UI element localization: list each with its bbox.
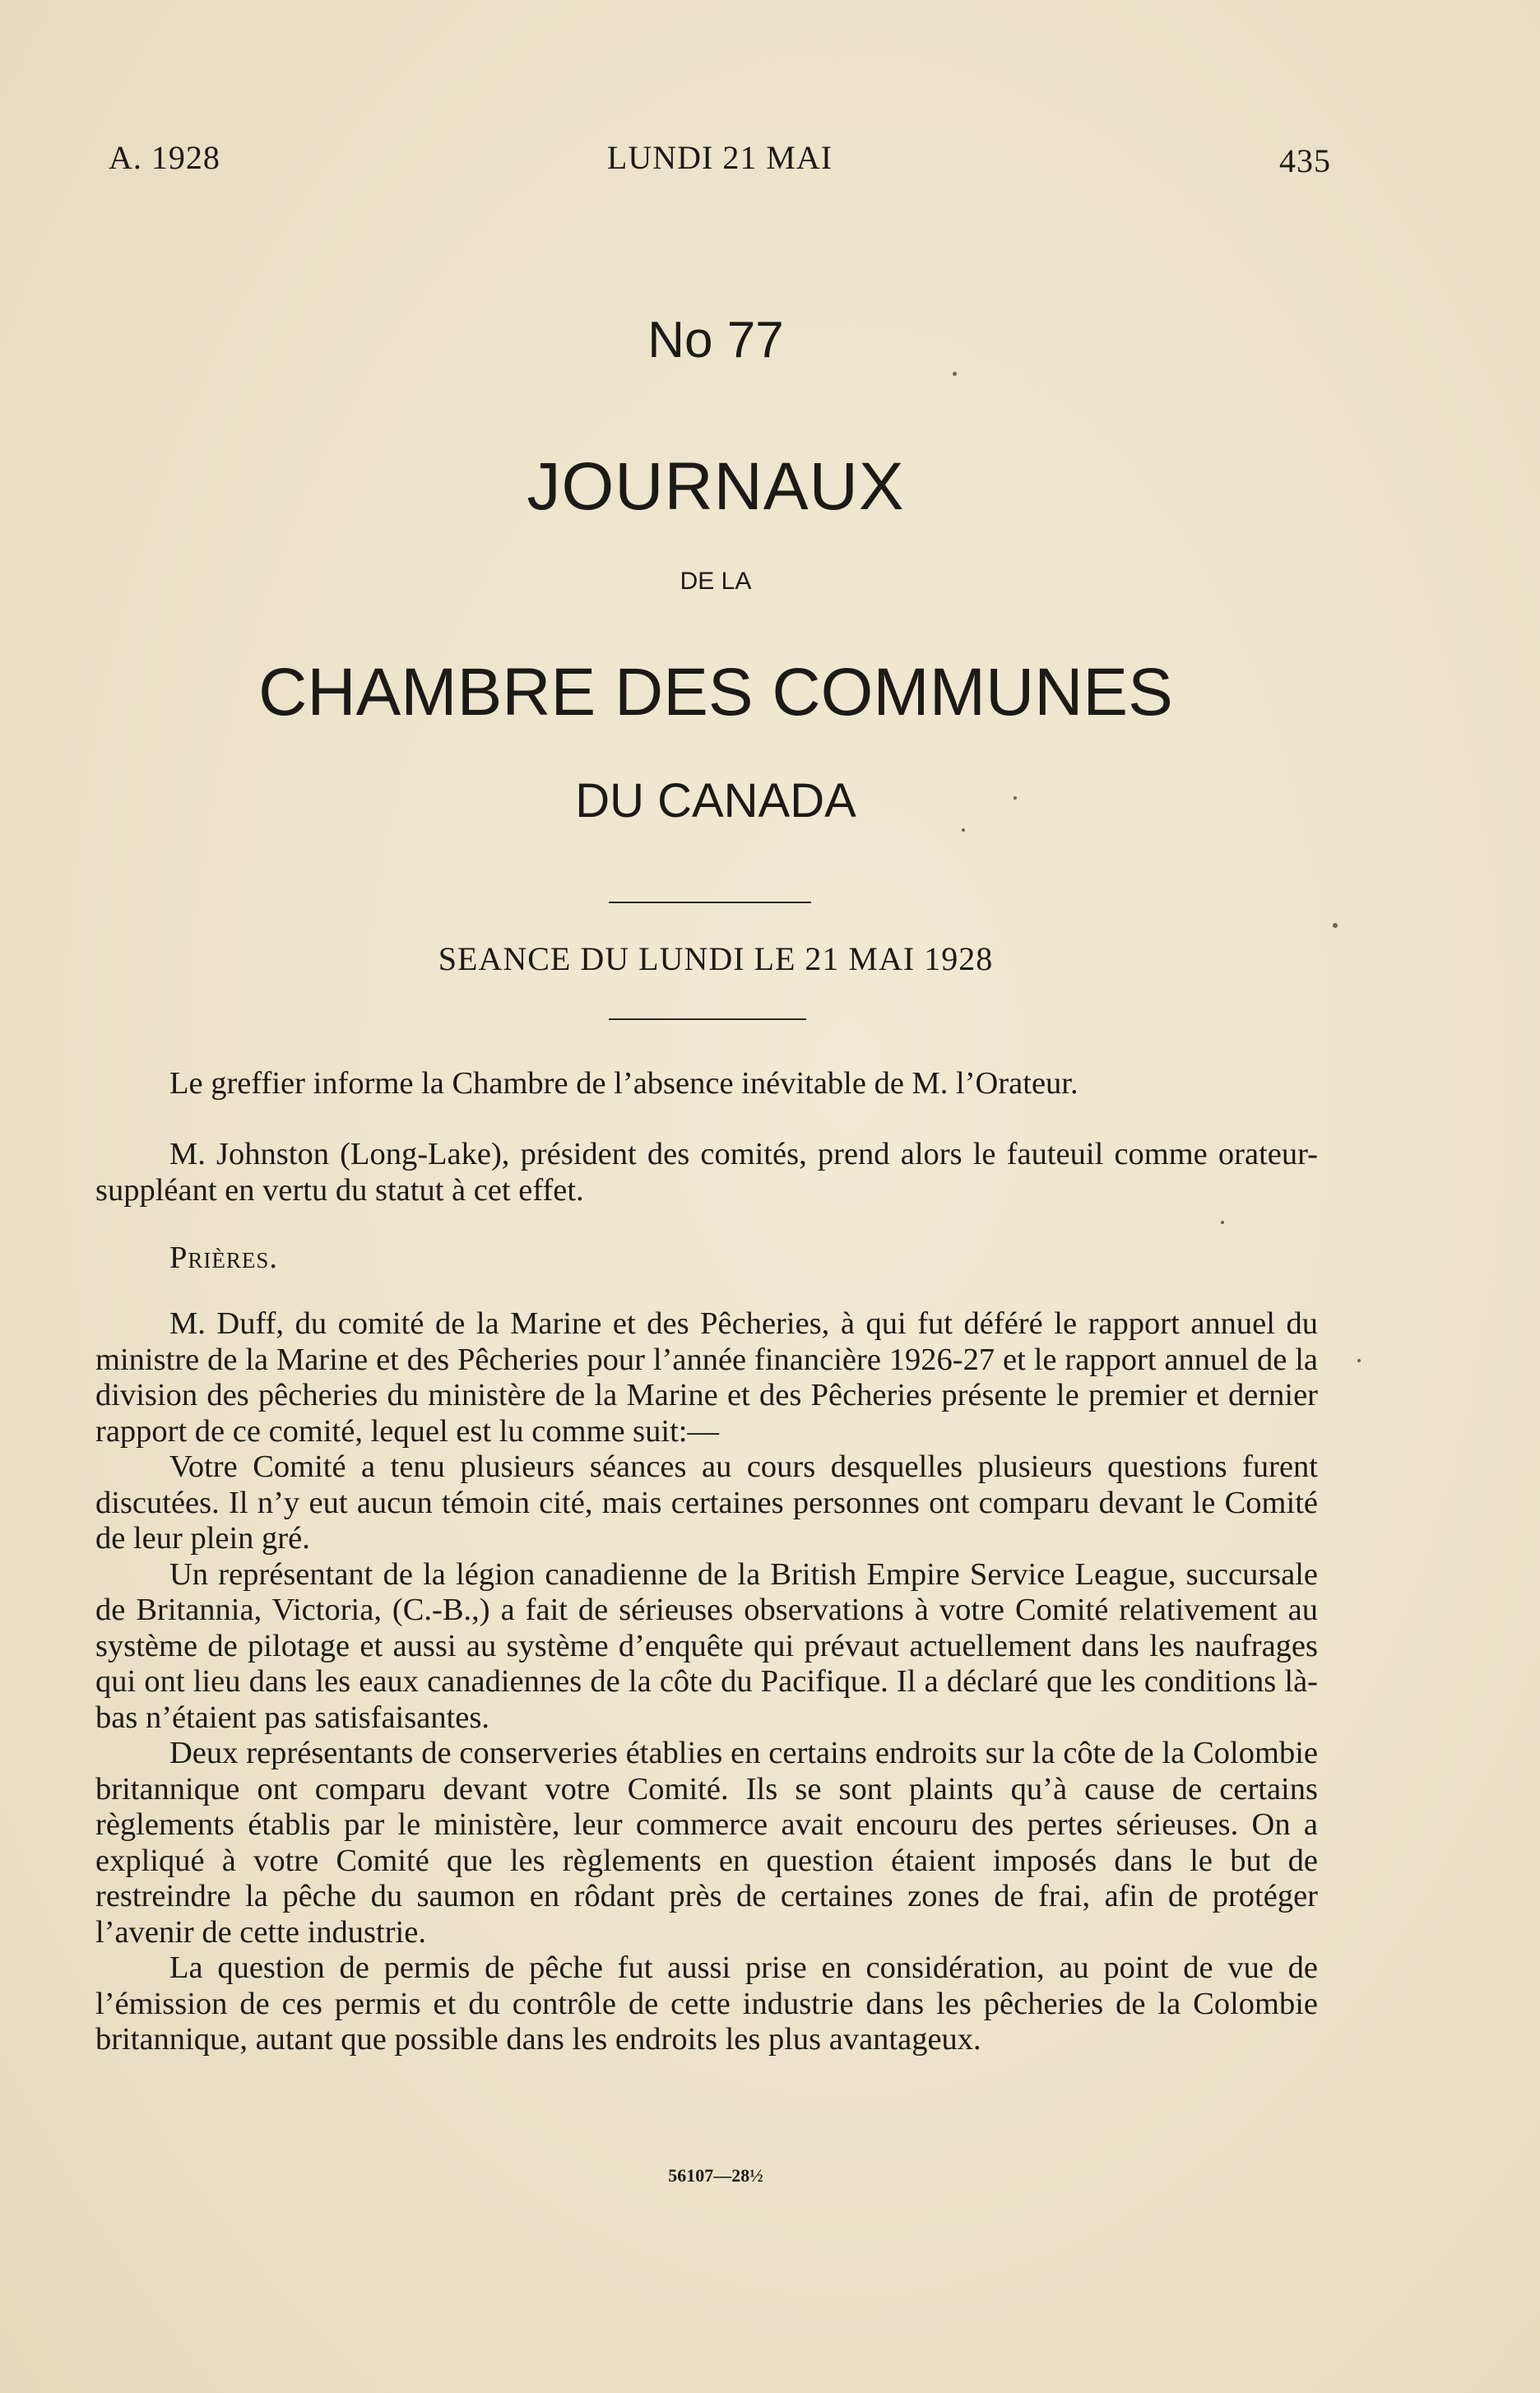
journal-title: JOURNAUX	[526, 449, 905, 524]
report-paragraph: Votre Comité a tenu plusieurs séances au cours desquelles plusieurs questions furent discutées. Il n’y eut aucun témoin cité, mais certaines personnes ont comparu devant le Comité de leur plein gré.	[95, 1449, 1318, 1556]
report-paragraph: Un représentant de la légion canadienne de la British Empire Service League, succursale de Britannia, Victoria, (C.-B.,) a fait de sérieuses observations à votre Comité relativement au système de pilotage et aussi au système d’enquête qui prévaut actuellement dans les naufrages qui ont lieu dans les eaux canadiennes de la côte du Pacifique. Il a déclaré que les conditions là-bas n’étaient pas satisfaisantes.	[95, 1556, 1318, 1735]
header-date: LUNDI 21 MAI	[606, 139, 833, 176]
committee-report	[95, 1306, 1318, 2058]
paragraph-text: M. Johnston (Long-Lake), président des comités, prend alors le fauteuil comme orateur-suppléant en vertu du statut à cet effet.	[95, 1137, 1318, 1208]
running-header	[109, 138, 1331, 188]
prayers-heading	[95, 1241, 1318, 1277]
title-divider-bottom	[609, 1018, 806, 1020]
paragraph-text: Prières.	[169, 1241, 279, 1275]
page-number: 435	[1279, 142, 1331, 179]
paper-speck	[962, 828, 965, 832]
paper-speck	[953, 372, 957, 376]
title-divider-top	[609, 902, 811, 903]
header-year: A. 1928	[109, 139, 220, 176]
sitting-heading: SEANCE DU LUNDI LE 21 MAI 1928	[438, 940, 994, 977]
paper-speck	[1221, 1221, 1224, 1224]
chamber-title: CHAMBRE DES COMMUNES	[258, 655, 1173, 730]
report-paragraph: La question de permis de pêche fut aussi prise en considération, au point de vue de l’émission de ces permis et du contrôle de cette industrie dans les pêcheries de la Colombie britannique, autant que possible dans les endroits les plus avantageux.	[95, 1950, 1318, 2057]
paper-speck	[1014, 796, 1017, 800]
paragraph-greffier	[95, 1066, 1318, 1102]
paper-speck	[1357, 1359, 1361, 1362]
issue-number: No 77	[647, 312, 784, 369]
title-connector: DE LA	[680, 568, 752, 595]
print-code: 56107—28½	[668, 2165, 763, 2186]
report-paragraph: M. Duff, du comité de la Marine et des Pêcheries, à qui fut déféré le rapport annuel du ministre de la Marine et des Pêcheries pour l’année financière 1926-27 et le rapport annuel de la division des pêcheries du ministère de la Marine et des Pêcheries présente le premier et dernier rapport de ce comité, lequel est lu comme suit:—	[95, 1306, 1318, 1449]
paper-speck	[1333, 923, 1338, 928]
country-title: DU CANADA	[575, 774, 856, 828]
paragraph-johnston	[95, 1137, 1318, 1208]
report-paragraph: Deux représentants de conserveries établies en certains endroits sur la côte de la Colombie britannique ont comparu devant votre Comité. Ils se sont plaints qu’à cause de certains règlements établis par le ministère, leur commerce avait encouru des pertes sérieuses. On a expliqué à votre Comité que les règlements en question étaient imposés dans le but de restreindre la pêche du saumon en rôdant près de certaines zones de frai, afin de protéger l’avenir de cette industrie.	[95, 1736, 1318, 1950]
paragraph-text: Le greffier informe la Chambre de l’absence inévitable de M. l’Orateur.	[169, 1066, 1078, 1101]
